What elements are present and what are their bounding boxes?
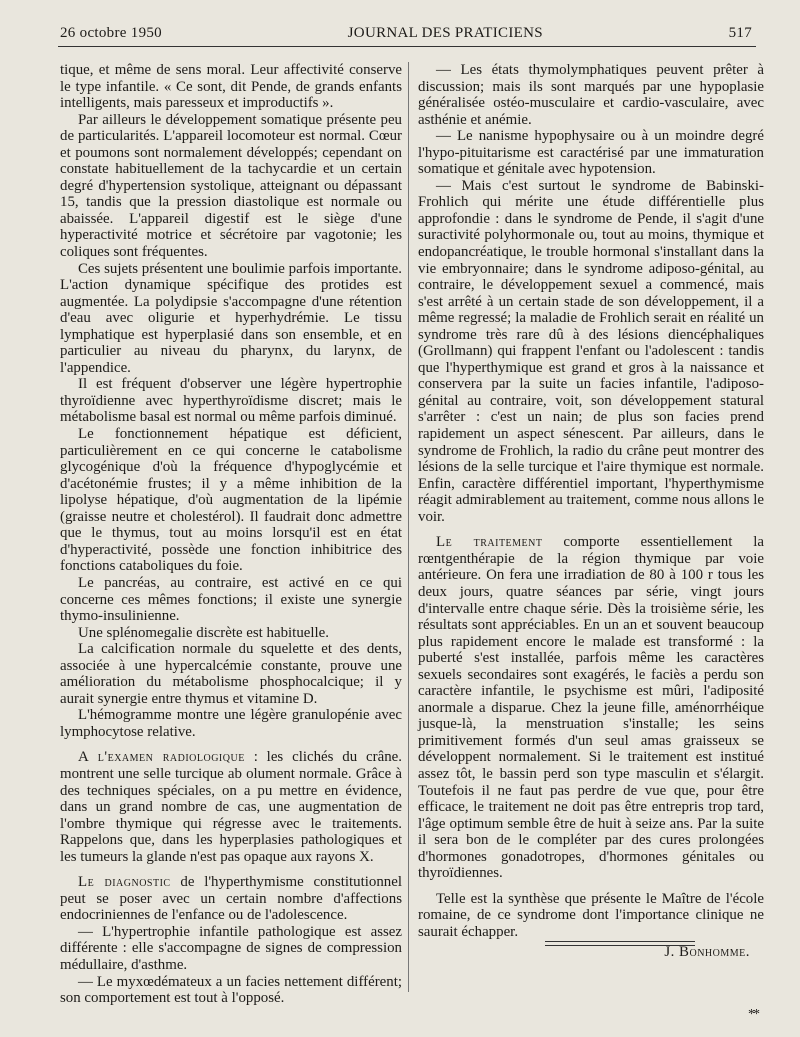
paragraph: Une splénomegalie discrète est habituelle. [78,624,329,641]
paragraph: — Mais c'est surtout le syndrome de Babinski-Frohlich qui mérite une étude différentielle plus approfondie : dans le syndrome de Pende, il s'agit d'une suractivité polyhormonale ou, tout au moins, thymique et endopancréatique, le trouble hormonal s'installant dans la vie embryonnaire; dans le syndrome adiposo-génital, au contraire, le développement sexuel a commencé, mais s'est arrêté à un certain stade de son développement, il a même regressé; la maladie de Frohlich serait en réalité un syndrome très rare dû à des lésions diencéphaliques (Grollmann) qui frappent l'enfant ou l'adolescent : tandis que l'hyperthymique est grand et gros à la naissance et conservera par la suite un facies infantile, l'adiposo-génital au contraire, voit, son développement statural s'arrêter : c'est un nain; de plus son facies prend rapidement un aspect sénescent. Par ailleurs, dans le syndrome de Frohlich, la radio du crâne peut montrer des lésions de la selle turcique et l'aire thymique est normale. Enfin, caractère différentiel important, l'hyperthymisme réagit admirablement au traitement, comme nous allons le voir. [418,177,764,525]
page-header [60,20,752,46]
section-treatment [418,534,764,881]
paragraph: Le pancréas, au contraire, est activé en ce qui concerne ces mêmes fonctions; il existe une synergie thymo-insulinienne. [60,574,402,625]
section-heading: Le traitement [436,534,543,551]
section-diagnosis [60,874,402,924]
author-signature: J. Bonhomme. [664,944,750,961]
page-number: 517 [728,24,752,41]
column-divider [408,62,409,992]
paragraph: Par ailleurs le développement somatique présente peu de particularités. L'appareil locomoteur est normal. Cœur et poumons sont normalement développés; cependant on constate habituellement de la tachycardie et un certain degré d'hypertension systolique, atteignant ou dépassant 15, tandis que la pression diastolique est normale ou abaissée. L'appareil digestif est le siège d'une hyperactivité motrice et sécrétoire par vagotonie; les coliques sont fréquentes. [60,111,402,261]
paragraph: L'hémogramme montre une légère granulopénie avec lymphocytose relative. [60,707,402,740]
section-body: de l'hyperthymisme constitutionnel peut se poser avec un certain nombre d'affections endocriniennes de l'enfance ou de l'adolescence. [60,874,402,924]
paragraph: Il est fréquent d'observer une légère hypertrophie thyroïdienne avec hyperthyroïdisme discret; mais le métabolisme basal est normal ou même parfois diminué. [60,376,402,426]
end-rule-top [545,941,695,942]
paragraph: — Le nanisme hypophysaire ou à un moindre degré l'hypo-pituitarisme est caractérisé par une immaturation somatique et génitale avec hypotension. [418,128,764,178]
section-heading: Le diagnostic [78,874,171,891]
header-rule [58,46,756,47]
section-heading: A l'examen radiologique [78,749,245,766]
end-rule-bottom [545,945,695,946]
footer-mark: ** [748,1007,758,1022]
paragraph: — Le myxœdémateux a un facies nettement différent; son comportement est tout à l'opposé. [60,973,402,1007]
paragraph: Le fonctionnement hépatique est déficient, particulièrement en ce qui concerne le catabolisme glycogénique d'où la fréquence d'hypoglycémie et d'acétonémie frustes; il y a même inhibition de la lipolyse hépatique, d'où augmentation de la lipémie (graisse neutre et cholestérol). Il faudrait donc admettre que le thymus, tout au moins lorsqu'il est en état d'hyperactivité, possède une fonction inhibitrice des fonctions cataboliques du foie. [60,426,402,575]
section-radiology [60,749,402,865]
journal-title: JOURNAL DES PRATICIENS [347,24,543,41]
left-column [60,62,402,1007]
section-body: : les clichés du crâne. montrent une selle turcique ab olument normale. Grâce à des techniques spéciales, on a pu mettre en évidence, dans un grand nombre de cas, une augmentation de l'ombre thymique qui régresse avec le traitements. Rappelons que, dans les hyperplasies pathologiques et les tumeurs la glande n'est pas opaque aux rayons X. [60,749,402,865]
paragraph: Ces sujets présentent une boulimie parfois importante. L'action dynamique spécifique des protides est augmentée. La polydipsie s'accompagne d'une rétention d'eau avec oligurie et hyperhydrémie. Le tissu lymphatique est hyperplasié dans son ensemble, et en particulier au niveau du pharynx, du larynx, de l'appendice. [60,260,402,376]
right-column [418,62,764,961]
issue-date: 26 octobre 1950 [60,24,162,41]
paragraph: tique, et même de sens moral. Leur affectivité conserve le type infantile. « Ce sont, dit Pende, de grands enfants intelligents, mais paresseux et improductifs ». [60,62,402,112]
section-body: comporte essentiellement la rœntgenthérapie de la région thymique par voie antérieure. On fera une irradiation de 80 à 100 r tous les deux jours, quatre séances par série, vingt jours d'intervalle entre chaque série. Dès la troisième série, les résultats sont appréciables. En un an et souvent beaucoup plus rapidement encore le malade est transformé : la puberté s'est installée, parfois même les caractères sexuels secondaires sont exagérés, le faciès a perdu son caractère infantile, le psychisme est mûri, l'adiposité anormale a disparue. Chez la jeune fille, aménorrhéique jusque-là, la menstruation s'installe; les seins primitivement formés d'un seul amas graisseux se développent normalement. Si le traitement est institué assez tôt, le bassin perd son type masculin et s'élargit. Toutefois il ne faut pas perdre de vue que, pour être efficace, le traitement ne doit pas être entrepris trop tard, l'âge optimum semble être de huit à seize ans. Par la suite il sera bon de le compléter par des cures prolongées d'hormones gonadotropes, d'hormones génitales ou thyroïdiennes. [418,534,764,882]
paragraph: La calcification normale du squelette et des dents, associée à une hypercalcémie constante, prouve une amélioration du métabolisme phosphocalcique; il y aurait synergie entre thymus et vitamine D. [60,641,402,707]
paragraph: Telle est la synthèse que présente le Maître de l'école romaine, de ce syndrome dont l'importance clinique ne saurait échapper. [418,890,764,940]
paragraph: — Les états thymolymphatiques peuvent prêter à discussion; mais ils sont marqués par une hypoplasie généralisée ostéo-musculaire et cardio-vasculaire, avec asthénie et anémie. [418,62,764,128]
paragraph: — L'hypertrophie infantile pathologique est assez différente : elle s'accompagne de signes de compression médullaire, d'asthme. [60,923,402,973]
